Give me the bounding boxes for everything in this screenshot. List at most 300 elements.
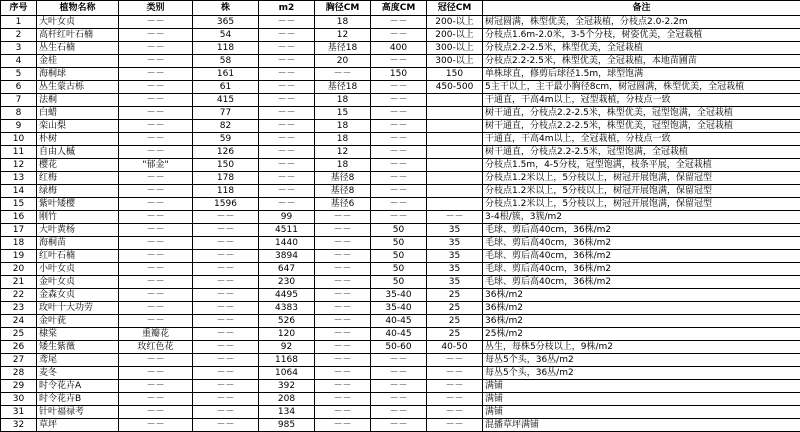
table-row: [1, 146, 800, 159]
height-cell: －－: [371, 55, 427, 68]
notes-cell: 分枝点1.2米以上，5分枝以上，树冠开展饱满，保留冠型: [483, 198, 800, 211]
row-index-cell: 2: [1, 29, 37, 42]
crown-cell: [427, 185, 483, 198]
notes-cell: 满铺: [483, 380, 800, 393]
dbh-cell: 12: [315, 146, 371, 159]
crown-cell: －－: [427, 367, 483, 380]
height-cell: －－: [371, 107, 427, 120]
area-cell: 1064: [259, 367, 315, 380]
plant-name-cell: 大叶女贞: [37, 16, 119, 29]
row-index-cell: 9: [1, 120, 37, 133]
area-cell: 4511: [259, 224, 315, 237]
category-cell: －－: [119, 367, 193, 380]
plant-name-cell: 麦冬: [37, 367, 119, 380]
area-cell: 230: [259, 276, 315, 289]
category-cell: －－: [119, 146, 193, 159]
dbh-cell: 18: [315, 16, 371, 29]
row-index-cell: 10: [1, 133, 37, 146]
count-cell: －－: [193, 367, 259, 380]
table-row: [1, 29, 800, 42]
table-row: [1, 159, 800, 172]
crown-cell: [427, 120, 483, 133]
dbh-cell: 12: [315, 29, 371, 42]
category-cell: －－: [119, 16, 193, 29]
area-cell: 647: [259, 263, 315, 276]
plant-name-cell: 金叶莸: [37, 315, 119, 328]
crown-cell: 450-500: [427, 81, 483, 94]
crown-cell: －－: [427, 419, 483, 432]
table-row: [1, 133, 800, 146]
notes-cell: 毛球、剪后高40cm，36株/m2: [483, 276, 800, 289]
plant-name-cell: 矮生紫薇: [37, 341, 119, 354]
notes-cell: 分枝点2.2-2.5米，株型优美，全冠栽植，本地苗圃苗: [483, 55, 800, 68]
crown-cell: [427, 198, 483, 211]
category-cell: －－: [119, 172, 193, 185]
plant-name-cell: 法桐: [37, 94, 119, 107]
notes-cell: 3-4根/簇，3簇/m2: [483, 211, 800, 224]
height-cell: 40-45: [371, 328, 427, 341]
crown-cell: [427, 133, 483, 146]
col-area-header: m2: [259, 1, 315, 16]
area-cell: 392: [259, 380, 315, 393]
count-cell: －－: [193, 393, 259, 406]
category-cell: －－: [119, 94, 193, 107]
dbh-cell: －－: [315, 315, 371, 328]
height-cell: 400: [371, 42, 427, 55]
col-plant-name-header: 植物名称: [37, 1, 119, 16]
height-cell: －－: [371, 81, 427, 94]
dbh-cell: －－: [315, 68, 371, 81]
height-cell: 35-40: [371, 302, 427, 315]
table-row: [1, 380, 800, 393]
notes-cell: 毛球、剪后高40cm，36株/m2: [483, 263, 800, 276]
table-body: [1, 16, 800, 432]
plant-name-cell: 鸢尾: [37, 354, 119, 367]
crown-cell: －－: [427, 211, 483, 224]
count-cell: 59: [193, 133, 259, 146]
category-cell: －－: [119, 393, 193, 406]
plant-name-cell: 棣棠: [37, 328, 119, 341]
plant-name-cell: 绿梅: [37, 185, 119, 198]
category-cell: －－: [119, 107, 193, 120]
table-row: [1, 302, 800, 315]
height-cell: 50: [371, 237, 427, 250]
count-cell: 1596: [193, 198, 259, 211]
area-cell: －－: [259, 68, 315, 81]
table-row: [1, 289, 800, 302]
row-index-cell: 19: [1, 250, 37, 263]
category-cell: －－: [119, 198, 193, 211]
area-cell: 120: [259, 328, 315, 341]
dbh-cell: －－: [315, 419, 371, 432]
notes-cell: 分枝点1.2米以上，5分枝以上，树冠开展饱满，保留冠型: [483, 185, 800, 198]
dbh-cell: －－: [315, 302, 371, 315]
row-index-cell: 21: [1, 276, 37, 289]
height-cell: 150: [371, 68, 427, 81]
height-cell: 50: [371, 224, 427, 237]
dbh-cell: 20: [315, 55, 371, 68]
dbh-cell: －－: [315, 224, 371, 237]
table-row: [1, 94, 800, 107]
crown-cell: 35: [427, 224, 483, 237]
crown-cell: －－: [427, 393, 483, 406]
crown-cell: [427, 172, 483, 185]
table-row: [1, 16, 800, 29]
row-index-cell: 27: [1, 354, 37, 367]
category-cell: －－: [119, 406, 193, 419]
area-cell: 1440: [259, 237, 315, 250]
height-cell: －－: [371, 29, 427, 42]
row-index-cell: 6: [1, 81, 37, 94]
plant-name-cell: 针叶福禄考: [37, 406, 119, 419]
plant-name-cell: 紫叶矮樱: [37, 198, 119, 211]
row-index-cell: 13: [1, 172, 37, 185]
height-cell: －－: [371, 133, 427, 146]
row-index-cell: 24: [1, 315, 37, 328]
count-cell: －－: [193, 328, 259, 341]
count-cell: －－: [193, 289, 259, 302]
height-cell: －－: [371, 419, 427, 432]
count-cell: 150: [193, 159, 259, 172]
row-index-cell: 11: [1, 146, 37, 159]
count-cell: －－: [193, 224, 259, 237]
col-height-header: 高度CM: [371, 1, 427, 16]
plant-name-cell: 玫叶十大功劳: [37, 302, 119, 315]
row-index-cell: 23: [1, 302, 37, 315]
height-cell: －－: [371, 120, 427, 133]
category-cell: 玫红色花: [119, 341, 193, 354]
plant-name-cell: 海桐球: [37, 68, 119, 81]
height-cell: 50: [371, 263, 427, 276]
area-cell: －－: [259, 29, 315, 42]
notes-cell: 36株/m2: [483, 302, 800, 315]
height-cell: －－: [371, 354, 427, 367]
row-index-cell: 4: [1, 55, 37, 68]
area-cell: 526: [259, 315, 315, 328]
category-cell: 重瓣花: [119, 328, 193, 341]
dbh-cell: 18: [315, 94, 371, 107]
notes-cell: 36株/m2: [483, 315, 800, 328]
count-cell: 77: [193, 107, 259, 120]
count-cell: 61: [193, 81, 259, 94]
row-index-cell: 5: [1, 68, 37, 81]
plant-name-cell: 刚竹: [37, 211, 119, 224]
category-cell: －－: [119, 419, 193, 432]
category-cell: －－: [119, 302, 193, 315]
row-index-cell: 25: [1, 328, 37, 341]
crown-cell: 40-50: [427, 341, 483, 354]
category-cell: －－: [119, 380, 193, 393]
row-index-cell: 15: [1, 198, 37, 211]
count-cell: 118: [193, 42, 259, 55]
height-cell: －－: [371, 367, 427, 380]
row-index-cell: 7: [1, 94, 37, 107]
count-cell: 118: [193, 185, 259, 198]
row-index-cell: 14: [1, 185, 37, 198]
crown-cell: [427, 107, 483, 120]
crown-cell: －－: [427, 354, 483, 367]
count-cell: －－: [193, 250, 259, 263]
height-cell: －－: [371, 172, 427, 185]
area-cell: 1168: [259, 354, 315, 367]
height-cell: 35-40: [371, 289, 427, 302]
count-cell: －－: [193, 211, 259, 224]
category-cell: －－: [119, 185, 193, 198]
table-row: [1, 81, 800, 94]
row-index-cell: 12: [1, 159, 37, 172]
dbh-cell: －－: [315, 237, 371, 250]
table-row: [1, 354, 800, 367]
notes-cell: 分枝点1.6m-2.0米，3-5个分枝，树姿优美，全冠栽植: [483, 29, 800, 42]
notes-cell: 毛球、剪后高40cm，36株/m2: [483, 237, 800, 250]
area-cell: －－: [259, 120, 315, 133]
crown-cell: 25: [427, 289, 483, 302]
table-row: [1, 237, 800, 250]
area-cell: －－: [259, 107, 315, 120]
area-cell: 3894: [259, 250, 315, 263]
area-cell: －－: [259, 172, 315, 185]
category-cell: －－: [119, 42, 193, 55]
area-cell: －－: [259, 159, 315, 172]
area-cell: 134: [259, 406, 315, 419]
height-cell: －－: [371, 16, 427, 29]
crown-cell: 25: [427, 315, 483, 328]
area-cell: －－: [259, 55, 315, 68]
plant-name-cell: 大叶黄杨: [37, 224, 119, 237]
table-row: [1, 211, 800, 224]
count-cell: －－: [193, 302, 259, 315]
crown-cell: 25: [427, 328, 483, 341]
table-row: [1, 328, 800, 341]
notes-cell: 满铺: [483, 393, 800, 406]
col-notes-header: 备注: [483, 1, 800, 16]
crown-cell: 200-以上: [427, 16, 483, 29]
notes-cell: 每丛5个头，36丛/m2: [483, 354, 800, 367]
plant-name-cell: 时令花卉A: [37, 380, 119, 393]
count-cell: －－: [193, 406, 259, 419]
category-cell: －－: [119, 211, 193, 224]
category-cell: －－: [119, 133, 193, 146]
dbh-cell: －－: [315, 406, 371, 419]
plant-name-cell: 丛生石楠: [37, 42, 119, 55]
plant-name-cell: 海桐苗: [37, 237, 119, 250]
category-cell: －－: [119, 81, 193, 94]
table-row: [1, 315, 800, 328]
dbh-cell: －－: [315, 367, 371, 380]
crown-cell: 150: [427, 68, 483, 81]
table-row: [1, 341, 800, 354]
row-index-cell: 3: [1, 42, 37, 55]
height-cell: 50: [371, 276, 427, 289]
notes-cell: 毛球、剪后高40cm，36株/m2: [483, 250, 800, 263]
dbh-cell: 基径6: [315, 198, 371, 211]
notes-cell: 混播草坪满铺: [483, 419, 800, 432]
plant-name-cell: 金叶女贞: [37, 276, 119, 289]
category-cell: "郁金": [119, 159, 193, 172]
dbh-cell: 基径18: [315, 81, 371, 94]
category-cell: －－: [119, 224, 193, 237]
dbh-cell: －－: [315, 393, 371, 406]
plant-name-cell: 红梅: [37, 172, 119, 185]
row-index-cell: 18: [1, 237, 37, 250]
notes-cell: 树冠圆满，株型优美，全冠栽植，分枝点2.0-2.2m: [483, 16, 800, 29]
col-count-header: 株: [193, 1, 259, 16]
plant-name-cell: 金森女贞: [37, 289, 119, 302]
height-cell: －－: [371, 185, 427, 198]
area-cell: 4495: [259, 289, 315, 302]
dbh-cell: －－: [315, 380, 371, 393]
count-cell: 54: [193, 29, 259, 42]
notes-cell: 干通直，干高4m以上，冠型栽植，分枝点一致: [483, 94, 800, 107]
table-row: [1, 276, 800, 289]
area-cell: 99: [259, 211, 315, 224]
table-row: [1, 107, 800, 120]
notes-cell: 分枝点1.5m，4-5分枝，冠型饱满，枝条平展，全冠栽植: [483, 159, 800, 172]
count-cell: 58: [193, 55, 259, 68]
dbh-cell: －－: [315, 354, 371, 367]
count-cell: 365: [193, 16, 259, 29]
category-cell: －－: [119, 289, 193, 302]
plant-name-cell: 红叶石楠: [37, 250, 119, 263]
area-cell: 208: [259, 393, 315, 406]
table-row: [1, 393, 800, 406]
crown-cell: 35: [427, 263, 483, 276]
dbh-cell: 基径8: [315, 185, 371, 198]
crown-cell: 35: [427, 250, 483, 263]
plant-name-cell: 自由人槭: [37, 146, 119, 159]
crown-cell: [427, 94, 483, 107]
height-cell: －－: [371, 211, 427, 224]
category-cell: －－: [119, 120, 193, 133]
category-cell: －－: [119, 237, 193, 250]
dbh-cell: －－: [315, 211, 371, 224]
row-index-cell: 17: [1, 224, 37, 237]
row-index-cell: 32: [1, 419, 37, 432]
notes-cell: 单株球直，修剪后球径1.5m，球型饱满: [483, 68, 800, 81]
table-row: [1, 419, 800, 432]
count-cell: －－: [193, 380, 259, 393]
height-cell: －－: [371, 393, 427, 406]
row-index-cell: 20: [1, 263, 37, 276]
crown-cell: －－: [427, 380, 483, 393]
table-row: [1, 263, 800, 276]
area-cell: －－: [259, 185, 315, 198]
area-cell: －－: [259, 16, 315, 29]
category-cell: －－: [119, 250, 193, 263]
dbh-cell: 15: [315, 107, 371, 120]
notes-cell: 36株/m2: [483, 289, 800, 302]
crown-cell: 35: [427, 276, 483, 289]
row-index-cell: 1: [1, 16, 37, 29]
table-row: [1, 120, 800, 133]
count-cell: 161: [193, 68, 259, 81]
dbh-cell: －－: [315, 289, 371, 302]
notes-cell: 丛生，每株5分枝以上，9株/m2: [483, 341, 800, 354]
dbh-cell: 18: [315, 120, 371, 133]
col-dbh-header: 胸径CM: [315, 1, 371, 16]
plant-name-cell: 小叶女贞: [37, 263, 119, 276]
height-cell: 40-45: [371, 315, 427, 328]
plant-name-cell: 时令花卉B: [37, 393, 119, 406]
plant-name-cell: 草坪: [37, 419, 119, 432]
row-index-cell: 16: [1, 211, 37, 224]
notes-cell: 毛球、剪后高40cm，36株/m2: [483, 224, 800, 237]
col-category-header: 类别: [119, 1, 193, 16]
crown-cell: 35: [427, 237, 483, 250]
notes-cell: 满铺: [483, 406, 800, 419]
dbh-cell: －－: [315, 263, 371, 276]
area-cell: －－: [259, 42, 315, 55]
area-cell: －－: [259, 81, 315, 94]
col-index-header: 序号: [1, 1, 37, 16]
table-row: [1, 68, 800, 81]
category-cell: －－: [119, 29, 193, 42]
row-index-cell: 30: [1, 393, 37, 406]
count-cell: －－: [193, 315, 259, 328]
plant-name-cell: 樱花: [37, 159, 119, 172]
row-index-cell: 28: [1, 367, 37, 380]
crown-cell: 300-以上: [427, 42, 483, 55]
count-cell: 178: [193, 172, 259, 185]
count-cell: －－: [193, 341, 259, 354]
notes-cell: 分枝点2.2-2.5米，株型优美，全冠栽植: [483, 42, 800, 55]
crown-cell: 200-以上: [427, 29, 483, 42]
notes-cell: 每丛5个头，36丛/m2: [483, 367, 800, 380]
crown-cell: [427, 159, 483, 172]
height-cell: －－: [371, 380, 427, 393]
area-cell: －－: [259, 94, 315, 107]
category-cell: －－: [119, 55, 193, 68]
plant-name-cell: 白蜡: [37, 107, 119, 120]
area-cell: 92: [259, 341, 315, 354]
table-row: [1, 185, 800, 198]
count-cell: －－: [193, 354, 259, 367]
row-index-cell: 29: [1, 380, 37, 393]
notes-cell: 干通直，干高4m以上，全冠栽植，分枝点一致: [483, 133, 800, 146]
row-index-cell: 31: [1, 406, 37, 419]
dbh-cell: －－: [315, 250, 371, 263]
area-cell: －－: [259, 146, 315, 159]
crown-cell: [427, 146, 483, 159]
count-cell: －－: [193, 276, 259, 289]
crown-cell: －－: [427, 406, 483, 419]
notes-cell: 分枝点1.2米以上，5分枝以上，树冠开展饱满，保留冠型: [483, 172, 800, 185]
height-cell: －－: [371, 94, 427, 107]
dbh-cell: －－: [315, 341, 371, 354]
row-index-cell: 22: [1, 289, 37, 302]
count-cell: －－: [193, 263, 259, 276]
count-cell: 415: [193, 94, 259, 107]
category-cell: －－: [119, 354, 193, 367]
height-cell: 50-60: [371, 341, 427, 354]
table-row: [1, 224, 800, 237]
area-cell: 4383: [259, 302, 315, 315]
table-row: [1, 42, 800, 55]
category-cell: －－: [119, 68, 193, 81]
notes-cell: 5主干以上，主干最小胸径8cm，树冠圆满，株型优美，全冠栽植: [483, 81, 800, 94]
area-cell: －－: [259, 198, 315, 211]
area-cell: －－: [259, 133, 315, 146]
header-row: [1, 1, 800, 16]
notes-cell: 25株/m2: [483, 328, 800, 341]
count-cell: －－: [193, 419, 259, 432]
area-cell: 985: [259, 419, 315, 432]
crown-cell: 300-以上: [427, 55, 483, 68]
dbh-cell: －－: [315, 328, 371, 341]
category-cell: －－: [119, 276, 193, 289]
col-crown-header: 冠径CM: [427, 1, 483, 16]
dbh-cell: 基径8: [315, 172, 371, 185]
